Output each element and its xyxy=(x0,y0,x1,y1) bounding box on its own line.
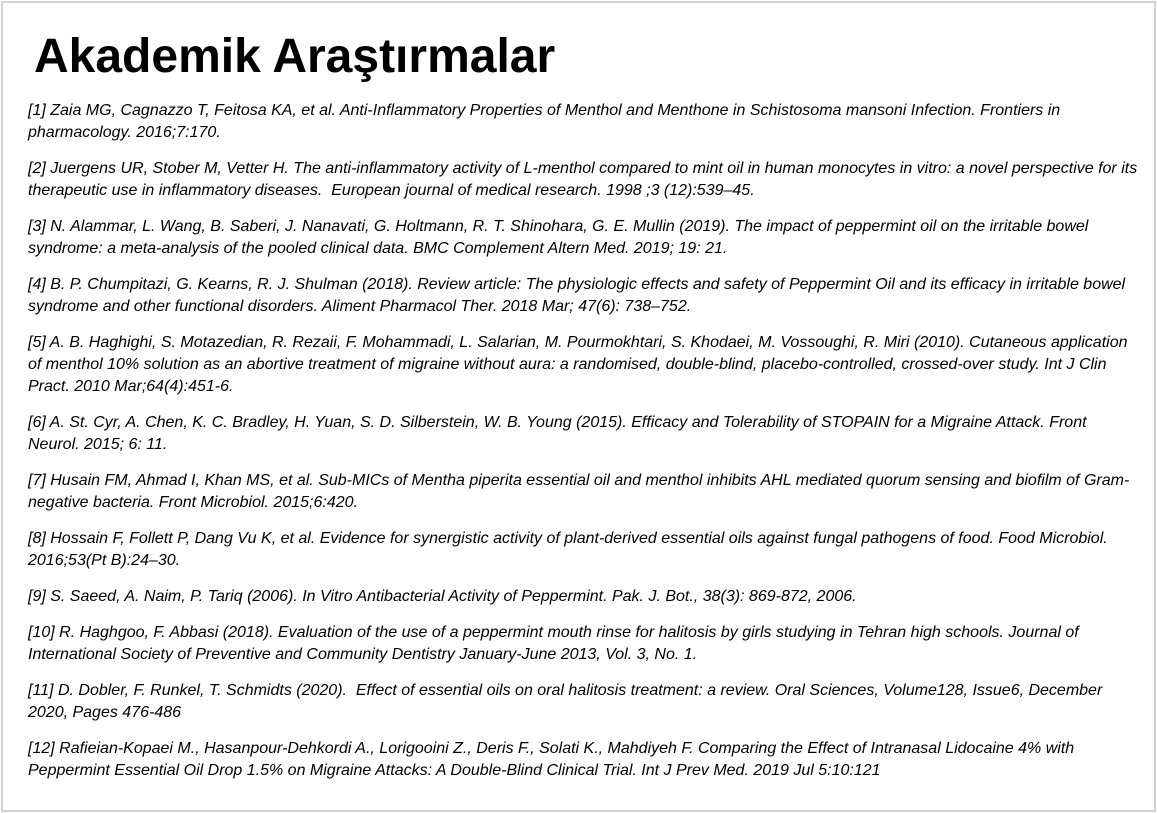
reference-item-4: [4] B. P. Chumpitazi, G. Kearns, R. J. Shulman (2018). Review article: The physiologic effects and safety of Peppermint Oil and its efficacy in irritable bowel syndrome and other functional disorders. Aliment Pharmacol Ther. 2018 Mar; 47(6): 738–752. xyxy=(28,276,1130,315)
reference-list xyxy=(28,100,1140,796)
reference-item-5: [5] A. B. Haghighi, S. Motazedian, R. Rezaii, F. Mohammadi, L. Salarian, M. Pourmokhtari, S. Khodaei, M. Vossoughi, R. Miri (2010). Cutaneous application of menthol 10% solution as an abortive treatment of migraine without aura: a randomised, double-blind, placebo-controlled, crossed-over study. Int J Clin Pract. 2010 Mar;64(4):451-6. xyxy=(28,334,1132,395)
reference-item-10: [10] R. Haghgoo, F. Abbasi (2018). Evaluation of the use of a peppermint mouth rinse for halitosis by girls studying in Tehran high schools. Journal of International Society of Preventive and Community Dentistry January-June 2013, Vol. 3, No. 1. xyxy=(28,624,1084,663)
reference-item-6: [6] A. St. Cyr, A. Chen, K. C. Bradley, H. Yuan, S. D. Silberstein, W. B. Young (2015). Efficacy and Tolerability of STOPAIN for a Migraine Attack. Front Neurol. 2015; 6: 11. xyxy=(28,414,1091,453)
page-frame xyxy=(1,1,1156,812)
reference-item-1: [1] Zaia MG, Cagnazzo T, Feitosa KA, et al. Anti-Inflammatory Properties of Menthol and Menthone in Schistosoma mansoni Infection. Frontiers in pharmacology. 2016;7:170. xyxy=(28,102,1065,141)
reference-item-11: [11] D. Dobler, F. Runkel, T. Schmidts (2020). Effect of essential oils on oral halitosis treatment: a review. Oral Sciences, Volume128, Issue6, December 2020, Pages 476-486 xyxy=(28,682,1107,721)
reference-item-8: [8] Hossain F, Follett P, Dang Vu K, et al. Evidence for synergistic activity of plant-derived essential oils against fungal pathogens of food. Food Microbiol. 2016;53(Pt B):24–30. xyxy=(28,530,1113,569)
reference-item-12: [12] Rafieian-Kopaei M., Hasanpour-Dehkordi A., Lorigooini Z., Deris F., Solati K., Mahdiyeh F. Comparing the Effect of Intranasal Lidocaine 4% with Peppermint Essential Oil Drop 1.5% on Migraine Attacks: A Double-Blind Clinical Trial. Int J Prev Med. 2019 Jul 5:10:121 xyxy=(28,740,1079,779)
reference-item-3: [3] N. Alammar, L. Wang, B. Saberi, J. Nanavati, G. Holtmann, R. T. Shinohara, G. E. Mullin (2019). The impact of peppermint oil on the irritable bowel syndrome: a meta-analysis of the pooled clinical data. BMC Complement Altern Med. 2019; 19: 21. xyxy=(28,218,1093,257)
page-title: Akademik Araştırmalar xyxy=(34,30,556,83)
reference-item-2: [2] Juergens UR, Stober M, Vetter H. The anti-inflammatory activity of L-menthol compared to mint oil in human monocytes in vitro: a novel perspective for its therapeutic use in inflammatory diseases. European journal of medical research. 1998 ;3 (12):539–45. xyxy=(28,160,1142,199)
reference-item-7: [7] Husain FM, Ahmad I, Khan MS, et al. Sub-MICs of Mentha piperita essential oil and menthol inhibits AHL mediated quorum sensing and biofilm of Gram-negative bacteria. Front Microbiol. 2015;6:420. xyxy=(28,472,1130,511)
reference-item-9: [9] S. Saeed, A. Naim, P. Tariq (2006). In Vitro Antibacterial Activity of Peppermint. Pak. J. Bot., 38(3): 869-872, 2006. xyxy=(28,588,857,605)
